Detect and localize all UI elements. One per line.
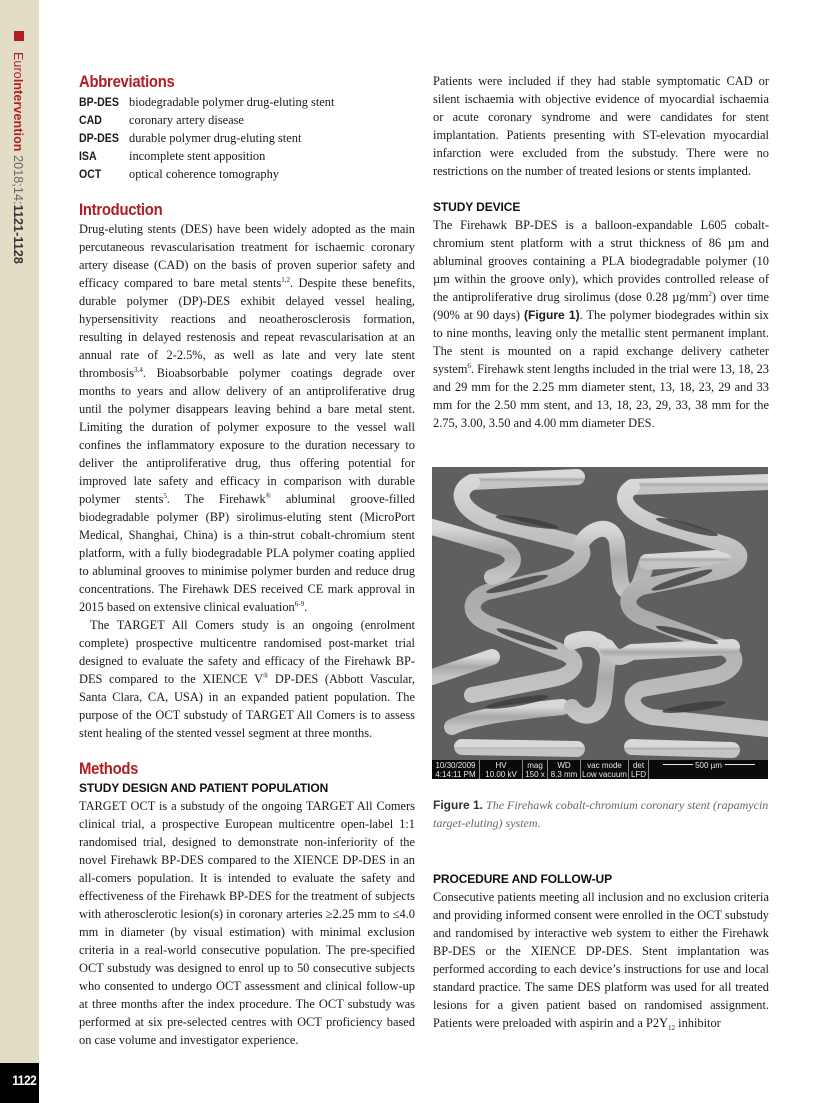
left-column — [79, 72, 415, 1049]
abbreviation-value: incomplete stent apposition — [129, 149, 266, 163]
abbreviations-list — [79, 93, 415, 183]
inclusion-criteria-paragraph: Patients were included if they had stable symptomatic CAD or silent ischaemia with objective evidence of myocardial ischaemia or acute coronary syndrome and were candidates for stent implantation. Patients presenting with ST-elevation myocardial infarction were excluded from the substudy. There were no restrictions on the number of treated lesions or stents implanted. — [433, 74, 769, 178]
abbreviation-item — [79, 111, 415, 129]
study-device-subheading: STUDY DEVICE — [433, 200, 521, 214]
study-design-subheading: STUDY DESIGN AND PATIENT POPULATION — [79, 781, 329, 795]
page-number: 1122 — [11, 1072, 36, 1088]
journal-citation — [6, 52, 34, 292]
abbreviation-value: coronary artery disease — [129, 113, 244, 127]
journal-mark-icon — [14, 31, 24, 41]
abbreviation-key: CAD — [79, 113, 102, 127]
journal-name: Intervention — [11, 78, 25, 152]
stent-micrograph — [432, 467, 768, 760]
abbreviation-key: DP-DES — [79, 131, 119, 145]
journal-year-volume: 2018;14: — [11, 151, 25, 205]
abbreviation-value: optical coherence tomography — [129, 167, 280, 181]
registered-mark: ® — [265, 492, 271, 500]
citation-ref: 6-9 — [294, 600, 305, 608]
page-number-box — [0, 1063, 39, 1103]
figure-caption-text: The Firehawk cobalt-chromium coronary stent (rapamycin target-eluting) system. — [433, 798, 769, 830]
sem-scale-bar: 500 µm — [649, 760, 768, 779]
procedure-subheading: PROCEDURE AND FOLLOW-UP — [433, 872, 613, 886]
abbreviation-item — [79, 147, 415, 165]
abbreviation-key: ISA — [79, 149, 97, 163]
procedure-section — [433, 870, 769, 1032]
sem-det: det LFD — [629, 760, 649, 779]
registered-mark: ® — [263, 672, 269, 680]
introduction-paragraph-1: Drug-eluting stents (DES) have been widely adopted as the main percutaneous revascularisation treatment for ischaemic coronary artery disease (CAD) on the basis of proven superior safety and efficacy compared to bare metal stents$^{1,2}$. Despite these benefits, durable polymer (DP)-DES exhibit delayed vessel healing, hypersensitivity reactions and neoatherosclerosis formation, resulting in delayed restenosis and repeat revascularisation at an annual rate of 2-2.5%, as well as late and very late stent thrombosis$^{3,4}$. Bioabsorbable polymer coatings degrade over months to years and allow delivery of an antiproliferative drug until the polymer disappears leaving behind a bare metal stent. Limiting the duration of polymer exposure to the vessel wall confines the inflammatory exposure to the duration necessary to deliver the antiproliferative drug, thus offering potential for improved late safety and efficacy in comparison with durable polymer stents$^5$. The Firehawk® abluminal groove-filled biodegradable polymer (BP) sirolimus-eluting stent (MicroPort Medical, Shanghai, China) is a thin-strut cobalt-chromium stent platform, with a fully biodegradable PLA polymer coating applied to abluminal grooves to minimise polymer burden and reduce drug concentrations. The Firehawk DES received CE mark approval in 2015 based on extensive clinical evaluation$^{6-9}$. — [79, 222, 415, 614]
citation-ref: 5 — [163, 492, 167, 500]
sem-vac-mode: vac mode Low vacuum — [581, 760, 629, 779]
journal-prefix: Euro — [11, 52, 25, 79]
study-device-paragraph: The Firehawk BP-DES is a balloon-expandable L605 cobalt-chromium stent platform with a strut thickness of 86 µm and abluminal grooves containing a PLA biodegradable polymer (10 µm within the groove only), which provides controlled release of the antiproliferative drug sirolimus (dose 0.28 $\mu g/mm^2$) over time (90% at 90 days) (Figure 1). The polymer biodegrades within six to nine months, leaving only the metallic stent permanent implant. The stent is mounted on a rapid exchange delivery catheter system$^6$. Firehawk stent lengths included in the trial were 13, 18, 23 and 29 mm for the 2.25 mm diameter stent, 13, 18, 23, 29 and 33 mm for the 2.50 mm stent, and 13, 18, 23, 29, 33, 38 mm for the 2.75, 3.00, 3.50 and 4.00 mm diameter DES. — [433, 218, 769, 430]
journal-sidebar — [0, 0, 39, 1103]
abbreviation-key: OCT — [79, 167, 102, 181]
journal-pages: 1121-1128 — [11, 204, 25, 264]
figure-1-caption — [433, 796, 769, 832]
sem-info-bar — [432, 760, 768, 779]
abbreviation-item — [79, 165, 415, 183]
sem-hv: HV 10.00 kV — [480, 760, 523, 779]
abbreviation-item — [79, 129, 415, 147]
sem-wd: WD 8.3 mm — [548, 760, 581, 779]
figure-1-link[interactable]: (Figure 1) — [524, 308, 580, 322]
citation-ref: 3,4 — [134, 366, 143, 374]
right-column — [433, 72, 769, 432]
figure-1-sem-image — [432, 467, 768, 779]
introduction-heading: Introduction — [79, 201, 163, 219]
abbreviation-value: durable polymer drug-eluting stent — [129, 131, 302, 145]
sem-mag: mag 150 x — [523, 760, 548, 779]
figure-label: Figure 1. — [433, 798, 484, 812]
abbreviations-heading: Abbreviations — [79, 73, 175, 91]
abbreviation-key: BP-DES — [79, 95, 119, 109]
abbreviation-value: biodegradable polymer drug-eluting stent — [129, 95, 335, 109]
sem-date-time: 10/30/2009 4:14:11 PM — [432, 760, 480, 779]
abbreviation-item — [79, 93, 415, 111]
citation-ref: 1,2 — [281, 276, 291, 284]
procedure-paragraph: Consecutive patients meeting all inclusion and no exclusion criteria and providing informed consent were enrolled in the OCT substudy and randomised by interactive web system to either the Firehawk BP-DES or the XIENCE DP-DES. Stent implantation was performed according to each device’s instructions for use and local standard practice. The same DES platform was used for all treated lesions for a given patient based on randomised assignment. Patients were preloaded with aspirin and a $P2Y_{12}$ inhibitor — [433, 890, 769, 1032]
methods-heading: Methods — [79, 760, 139, 778]
citation-ref: 6 — [467, 362, 471, 370]
introduction-paragraph-2: The TARGET All Comers study is an ongoing (enrolment complete) prospective multicentre randomised post-market trial designed to evaluate the safety and efficacy of the Firehawk BP-DES compared to the XIENCE V® DP-DES (Abbott Vascular, Santa Clara, CA, USA) in an expanded patient population. The purpose of the OCT substudy of TARGET All Comers is to assess stent healing of the stented vessel segment at three months. — [79, 618, 415, 740]
study-design-paragraph: TARGET OCT is a substudy of the ongoing TARGET All Comers clinical trial, a prospective European multicentre open-label 1:1 randomised trial, designed to demonstrate non-inferiority of the novel Firehawk BP-DES compared to the XIENCE DP-DES in an all-comers population. It is intended to evaluate the safety and effectiveness of the Firehawk BP-DES for the treatment of subjects with atherosclerotic lesion(s) in coronary arteries ≥2.25 mm to ≤4.0 mm in diameter (by visual estimation) with minimal exclusion criteria in a real-world consecutive population. The pre-specified OCT substudy was designed to enrol up to 50 consecutive subjects who consented to undergo OCT assessment and clinical follow-up at three months after the index procedure. The OCT substudy was performed at six pre-selected centres with OCT proficiency based on case volume and investigator experience. — [79, 799, 415, 1047]
